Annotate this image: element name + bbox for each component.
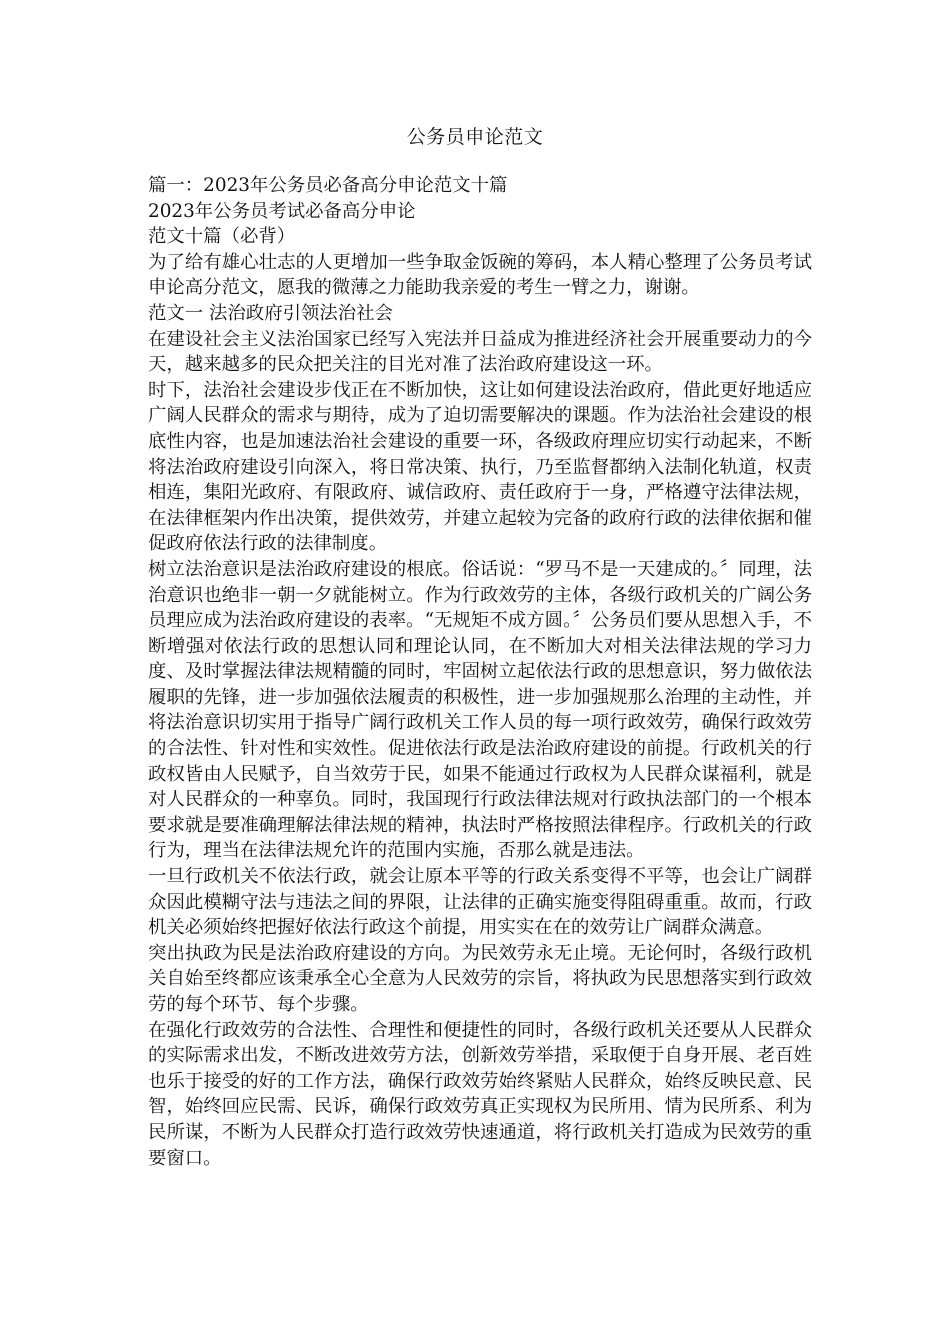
paragraph: 一旦行政机关不依法行政，就会让原本平等的行政关系变得不平等，也会让广阔群众因此模糊守法与违法之间的界限，让法律的正确实施变得阻碍重重。故而，行政机关必须始终把握好依法行政这个前提，用实实在在的效劳让广阔群众满意。 [148,866,812,939]
paragraph: 时下，法治社会建设步伐正在不断加快，这让如何建设法治政府，借此更好地适应广阔人民群众的需求与期待，成为了迫切需要解决的课题。作为法治社会建设的根底性内容，也是加速法治社会建设的重要一环，各级政府理应切实行动起来，不断将法治政府建设引向深入，将日常决策、执行，乃至监督都纳入法制化轨道，权责相连，集阳光政府、有限政府、诚信政府、责任政府于一身，严格遵守法律法规，在法律框架内作出决策，提供效劳，并建立起较为完备的政府行政的法律依据和催促政府依法行政的法律制度。 [148,379,812,555]
paragraph: 范文一 法治政府引领法治社会 [148,302,393,324]
paragraph: 在强化行政效劳的合法性、合理性和便捷性的同时，各级行政机关还要从人民群众的实际需求出发，不断改进效劳方法，创新效劳举措，采取便于自身开展、老百姓也乐于接受的好的工作方法，确保行政效劳始终紧贴人民群众，始终反映民意、民智，始终回应民需、民诉，确保行政效劳真正实现权为民所用、情为民所系、利为民所谋，不断为人民群众打造行政效劳快速通道，将行政机关打造成为民效劳的重要窗口。 [148,1019,812,1169]
document-body [148,173,812,1171]
paragraph: 范文十篇（必背） [148,226,296,248]
paragraph: 树立法治意识是法治政府建设的根底。俗话说：“罗马不是一天建成的。〞同理，法治意识也绝非一朝一夕就能树立。作为行政效劳的主体，各级行政机关的广阔公务员理应成为法治政府建设的表率。“无规矩不成方圆。〞公务员们要从思想入手，不断增强对依法行政的思想认同和理论认同，在不断加大对相关法律法规的学习力度、及时掌握法律法规精髓的同时，牢固树立起依法行政的思想意识，努力做依法履职的先锋，进一步加强依法履责的积极性，进一步加强规那么治理的主动性，并将法治意识切实用于指导广阔行政机关工作人员的每一项行政效劳，确保行政效劳的合法性、针对性和实效性。促进依法行政是法治政府建设的前提。行政机关的行政权皆由人民赋予，自当效劳于民，如果不能通过行政权为人民群众谋福利，就是对人民群众的一种辜负。同时，我国现行行政法律法规对行政执法部门的一个根本要求就是要准确理解法律法规的精神，执法时严格按照法律程序。行政机关的行政行为，理当在法律法规允许的范围内实施，否那么就是违法。 [148,558,812,862]
paragraph: 为了给有雄心壮志的人更增加一些争取金饭碗的筹码，本人精心整理了公务员考试申论高分范文，愿我的微薄之力能助我亲爱的考生一臂之力，谢谢。 [148,251,812,299]
paragraph: 突出执政为民是法治政府建设的方向。为民效劳永无止境。无论何时，各级行政机关自始至终都应该秉承全心全意为人民效劳的宗旨，将执政为民思想落实到行政效劳的每个环节、每个步骤。 [148,942,812,1015]
paragraph: 2023年公务员考试必备高分申论 [148,200,416,222]
paragraph: 在建设社会主义法治国家已经写入宪法并日益成为推进经济社会开展重要动力的今天，越来越多的民众把关注的目光对准了法治政府建设这一环。 [148,328,812,376]
document-title: 公务员申论范文 [406,126,544,148]
paragraph: 篇一：2023年公务员必备高分申论范文十篇 [148,175,508,196]
